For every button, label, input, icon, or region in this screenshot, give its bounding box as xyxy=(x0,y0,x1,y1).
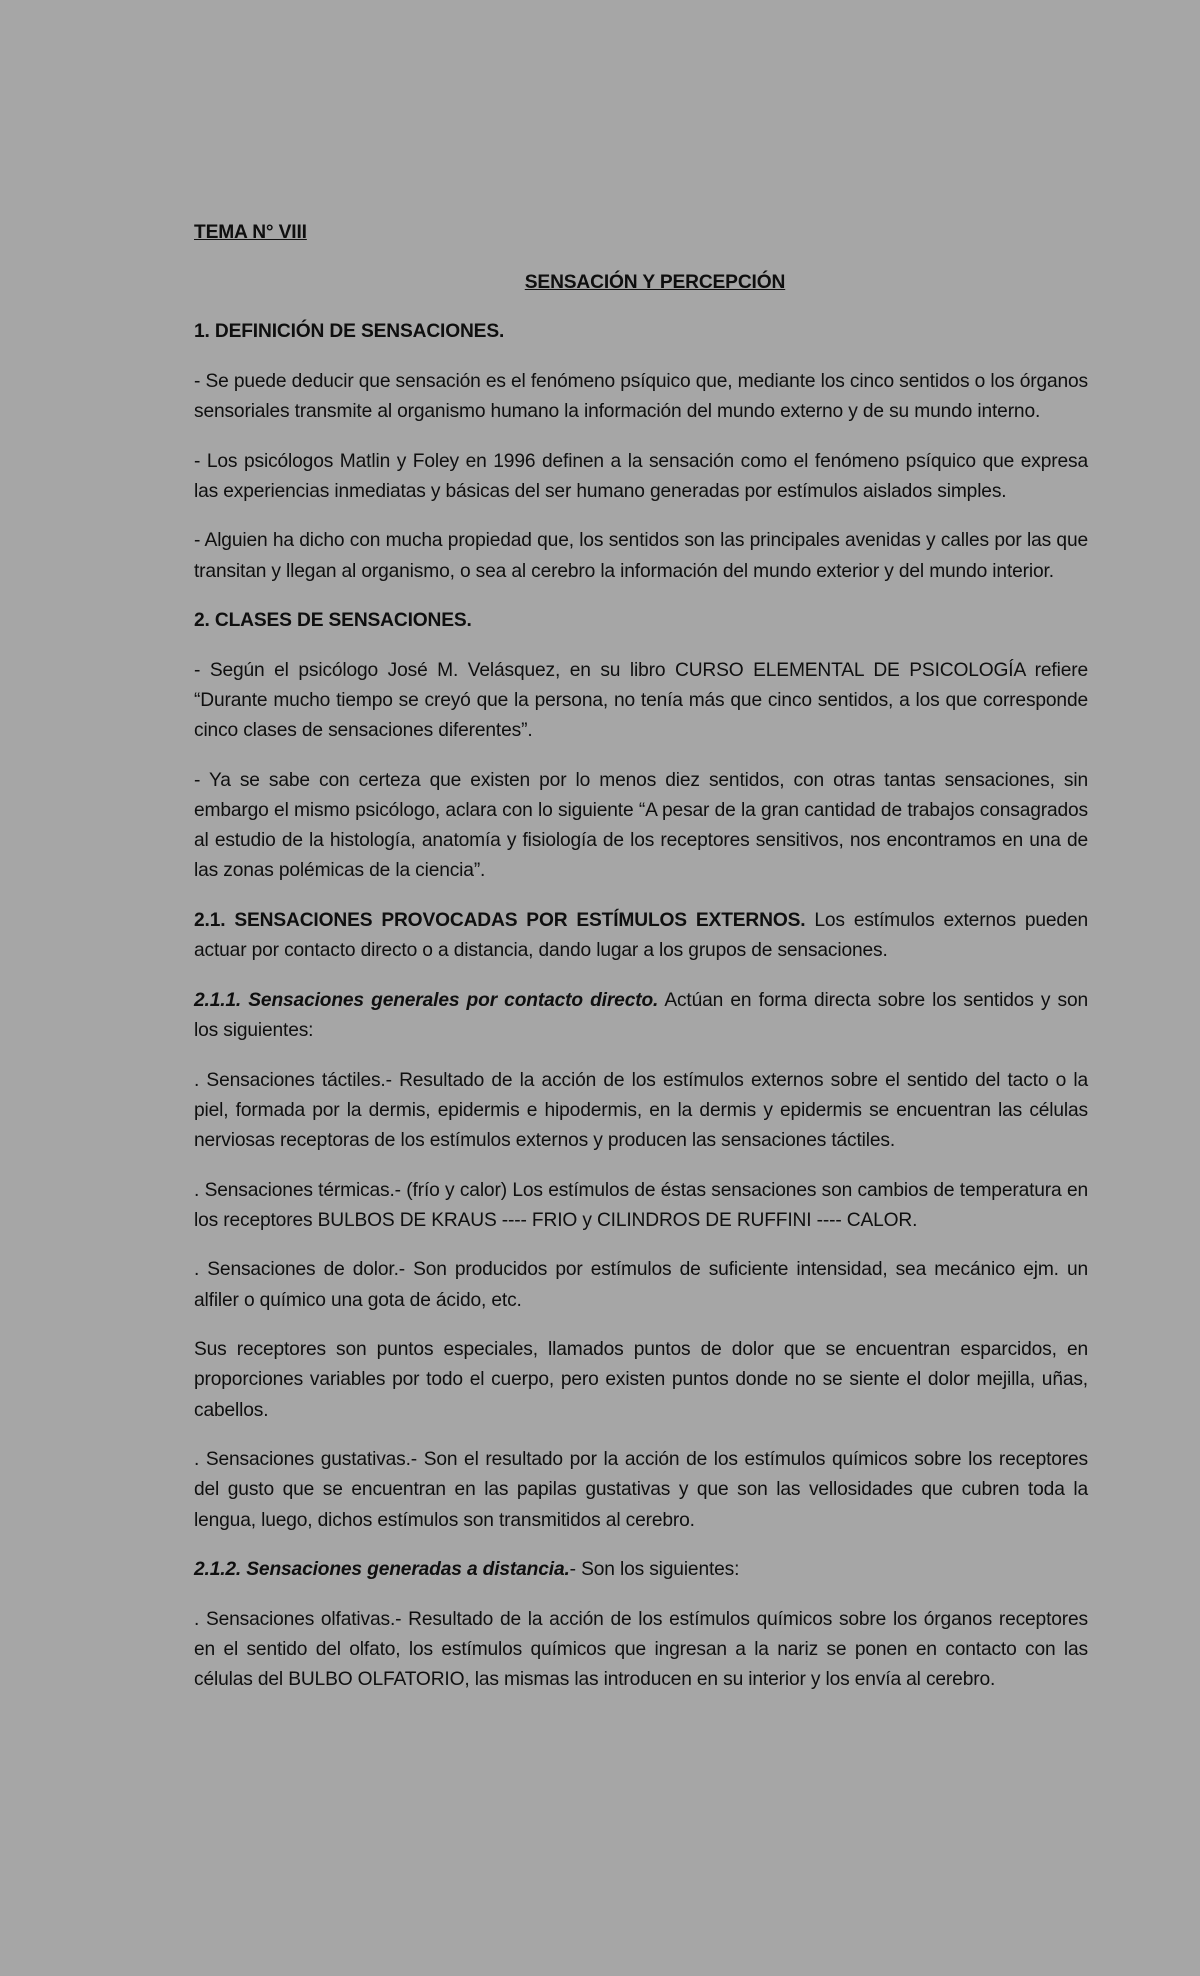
paragraph-gustativas: . Sensaciones gustativas.- Son el resultado por la acción de los estímulos químicos sobre los receptores del gusto que se encuentran en las papilas gustativas y que son las vellosidades que cubren toda la lengua, luego, dichos estímulos son transmitidos al cerebro. xyxy=(194,1449,1088,1531)
paragraph-section-2-1 xyxy=(194,906,1088,966)
paragraph-olfativas: . Sensaciones olfativas.- Resultado de la acción de los estímulos químicos sobre los órganos receptores en el sentido del olfato, los estímulos químicos que ingresan a la nariz se ponen en contacto con las células del BULBO OLFATORIO, las mismas las introducen en su interior y los envía al cerebro. xyxy=(194,1608,1088,1691)
section-2-1-2-text: - Son los siguientes: xyxy=(569,1559,740,1581)
paragraph-classes-2: - Ya se sabe con certeza que existen por lo menos diez sentidos, con otras tantas sensaciones, sin embargo el mismo psicólogo, aclara con lo siguiente “A pesar de la gran cantidad de trabajos consagrados al estudio de la histología, anatomía y fisiología de los receptores sensitivos, nos encontramos en una de las zonas polémicas de la ciencia”. xyxy=(194,769,1088,882)
paragraph-definition-1: - Se puede deducir que sensación es el fenómeno psíquico que, mediante los cinco sentidos o los órganos sensoriales transmite al organismo humano la información del mundo externo y de su mundo interno. xyxy=(194,370,1088,422)
document-title: SENSACIÓN Y PERCEPCIÓN xyxy=(524,271,786,293)
section-2-1-text: Los estímulos externos pueden actuar por contacto directo o a distancia, dando lugar a los grupos de sensaciones. xyxy=(194,909,1088,962)
paragraph-definition-3: - Alguien ha dicho con mucha propiedad que, los sentidos son las principales avenidas y calles por las que transitan y llegan al organismo, o sea al cerebro la información del mundo exterior y del mundo interior. xyxy=(194,530,1088,582)
document-body xyxy=(194,218,1088,1695)
section-2-1-2-heading: 2.1.2. Sensaciones generadas a distancia. xyxy=(194,1559,570,1581)
paragraph-dolor: . Sensaciones de dolor.- Son producidos por estímulos de suficiente intensidad, sea mecánico ejm. un alfiler o químico una gota de ácido, etc. xyxy=(194,1259,1088,1311)
topic-label: TEMA N° VIII xyxy=(194,222,307,243)
section-1-heading: 1. DEFINICIÓN DE SENSACIONES. xyxy=(194,321,505,343)
paragraph-section-2-1-2 xyxy=(194,1555,1088,1585)
paragraph-receptores: Sus receptores son puntos especiales, llamados puntos de dolor que se encuentran esparcidos, en proporciones variables por todo el cuerpo, pero existen puntos donde no se siente el dolor mejilla, uñas, cabellos. xyxy=(194,1339,1088,1421)
section-2-heading: 2. CLASES DE SENSACIONES. xyxy=(194,610,472,632)
section-2-1-1-heading: 2.1.1. Sensaciones generales por contacto directo. xyxy=(194,989,659,1011)
paragraph-section-2-1-1 xyxy=(194,986,1088,1046)
section-2-1-1-text: Actúan en forma directa sobre los sentidos y son los siguientes: xyxy=(194,989,1088,1041)
paragraph-termicas: . Sensaciones térmicas.- (frío y calor) Los estímulos de éstas sensaciones son cambios de temperatura en los receptores BULBOS DE KRAUS ---- FRIO y CILINDROS DE RUFFINI ---- CALOR. xyxy=(194,1179,1088,1231)
section-2-1-heading: 2.1. SENSACIONES PROVOCADAS POR ESTÍMULOS EXTERNOS. xyxy=(194,909,806,931)
paragraph-tactiles: . Sensaciones táctiles.- Resultado de la acción de los estímulos externos sobre el sentido del tacto o la piel, formada por la dermis, epidermis e hipodermis, en la dermis y epidermis se encuentran las células nerviosas receptoras de los estímulos externos y producen las sensaciones táctiles. xyxy=(194,1069,1088,1151)
paragraph-classes-1: - Según el psicólogo José M. Velásquez, en su libro CURSO ELEMENTAL DE PSICOLOGÍA refiere “Durante mucho tiempo se creyó que la persona, no tenía más que cinco sentidos, a los que corresponde cinco clases de sensaciones diferentes”. xyxy=(194,659,1088,742)
paragraph-definition-2: - Los psicólogos Matlin y Foley en 1996 definen a la sensación como el fenómeno psíquico que expresa las experiencias inmediatas y básicas del ser humano generadas por estímulos aislados simples. xyxy=(194,450,1088,502)
